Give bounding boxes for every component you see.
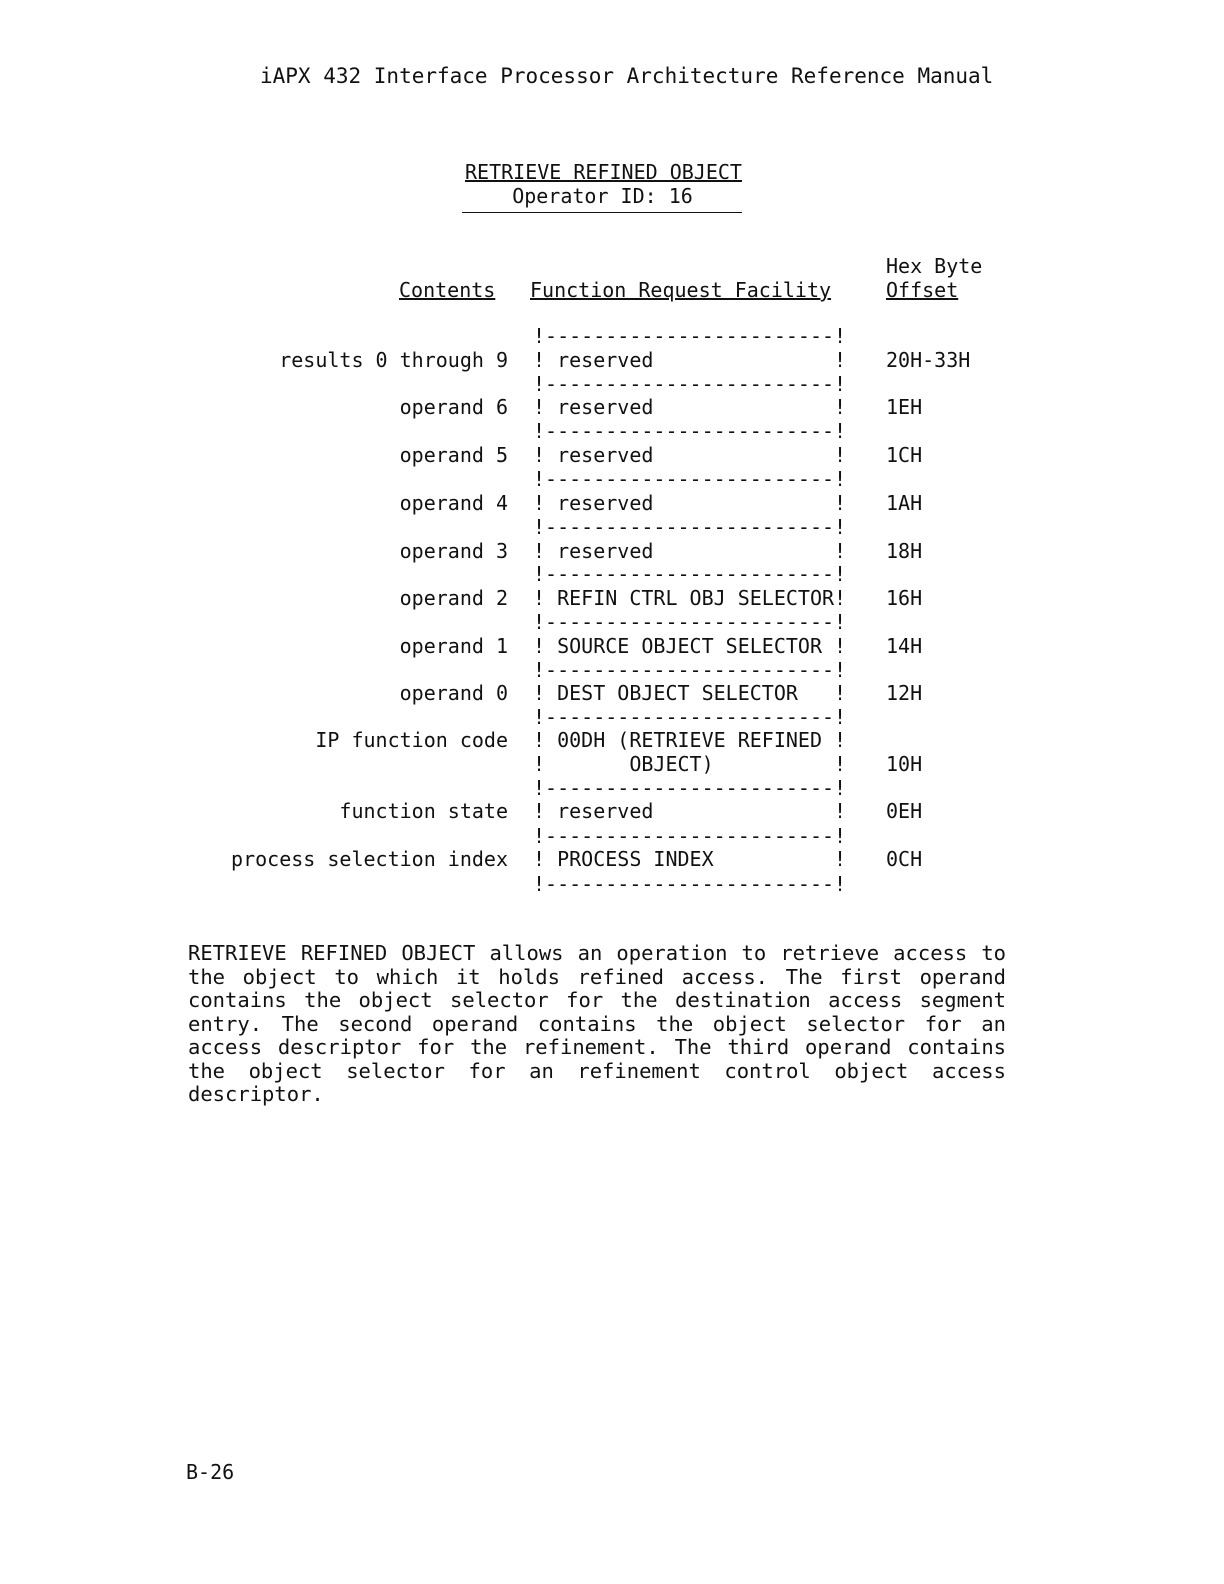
row-label: results 0 through 9 <box>279 348 508 372</box>
table-rule: !------------------------! <box>533 872 847 896</box>
row-cell: ! PROCESS INDEX ! <box>533 847 847 871</box>
row-offset: 14H <box>886 634 923 658</box>
row-cell: ! SOURCE OBJECT SELECTOR ! <box>533 634 847 658</box>
row-cell: ! reserved ! <box>533 539 847 563</box>
title-rule <box>462 212 742 213</box>
row-label: IP function code <box>315 728 508 752</box>
row-offset: 18H <box>886 539 923 563</box>
row-cell: ! DEST OBJECT SELECTOR ! <box>533 681 847 705</box>
row-offset: 12H <box>886 681 923 705</box>
table-rule: !------------------------! <box>533 658 847 682</box>
offset-column-header-line2: Offset <box>886 278 959 302</box>
row-cell: ! reserved ! <box>533 443 847 467</box>
row-offset: 16H <box>886 586 923 610</box>
row-offset: 1AH <box>886 491 923 515</box>
row-offset: 20H-33H <box>886 348 971 372</box>
row-label: operand 6 <box>399 395 508 419</box>
table-rule: !------------------------! <box>533 467 847 491</box>
table-rule: !------------------------! <box>533 824 847 848</box>
row-label: function state <box>339 799 508 823</box>
table-rule: !------------------------! <box>533 610 847 634</box>
operator-id: Operator ID: 16 <box>512 184 693 208</box>
row-label: operand 3 <box>399 539 508 563</box>
table-rule: !------------------------! <box>533 419 847 443</box>
table-rule: !------------------------! <box>533 372 847 396</box>
row-cell: ! reserved ! <box>533 395 847 419</box>
row-label: operand 1 <box>399 634 508 658</box>
page-header: iAPX 432 Interface Processor Architecture Reference Manual <box>260 64 994 88</box>
table-rule: !------------------------! <box>533 776 847 800</box>
row-offset: 1CH <box>886 443 923 467</box>
table-rule: !------------------------! <box>533 562 847 586</box>
row-label: operand 5 <box>399 443 508 467</box>
page-number: B-26 <box>186 1460 235 1484</box>
row-cell: ! REFIN CTRL OBJ SELECTOR! <box>533 586 847 610</box>
operator-title: RETRIEVE REFINED OBJECT <box>465 160 742 184</box>
contents-column-header: Contents <box>399 278 496 302</box>
row-cell: ! 00DH (RETRIEVE REFINED ! <box>533 728 847 752</box>
table-rule: !------------------------! <box>533 324 847 348</box>
row-cell: ! reserved ! <box>533 491 847 515</box>
row-label: process selection index <box>231 847 508 871</box>
offset-column-header-line1: Hex Byte <box>886 254 983 278</box>
row-offset: 1EH <box>886 395 923 419</box>
row-label: operand 4 <box>399 491 508 515</box>
table-rule: !------------------------! <box>533 515 847 539</box>
row-offset: 0EH <box>886 799 923 823</box>
row-label: operand 2 <box>399 586 508 610</box>
row-label: operand 0 <box>399 681 508 705</box>
row-offset: 0CH <box>886 847 923 871</box>
row-offset: 10H <box>886 752 923 776</box>
table-rule: !------------------------! <box>533 705 847 729</box>
row-cell-continued: ! OBJECT) ! <box>533 752 847 776</box>
description-paragraph: RETRIEVE REFINED OBJECT allows an operation to retrieve access to the object to which it holds refined access. The first operand contains the object selector for the destination access segment entry. The second operand contains the object selector for an access descriptor for the refinement. The third operand contains the object selector for an refinement control object access descriptor. <box>188 941 1006 1106</box>
facility-column-header: Function Request Facility <box>530 278 832 302</box>
row-cell: ! reserved ! <box>533 799 847 823</box>
row-cell: ! reserved ! <box>533 348 847 372</box>
